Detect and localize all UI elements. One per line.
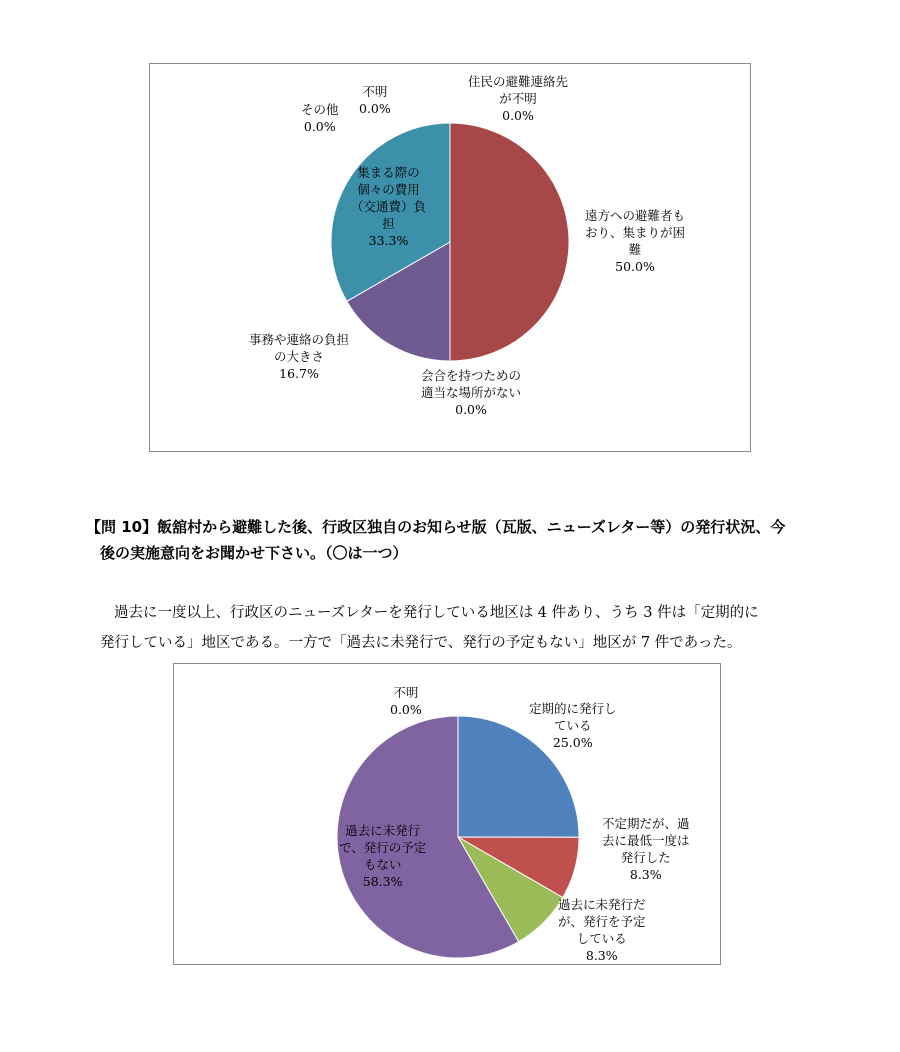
question-line-1: 【問 10】飯舘村から避難した後、行政区独自のお知らせ版（瓦版、ニューズレター等）の発行状況、今 xyxy=(86,518,786,536)
paragraph-line-1: 過去に一度以上、行政区のニューズレターを発行している地区は 4 件あり、うち 3 件は「定期的に xyxy=(114,605,759,621)
slice-label-regular: 定期的に発行し ている 25.0% xyxy=(529,701,617,750)
pie-chart-newsletter xyxy=(173,663,721,965)
slice-label-no-plan: 過去に未発行 で、発行の予定 もない 58.3% xyxy=(339,823,427,889)
paragraph-line-2: 発行している」地区である。一方で「過去に未発行で、発行の予定もない」地区が 7 件であった。 xyxy=(100,635,742,651)
slice-label-planned: 過去に未発行だ が、発行を予定 している 8.3% xyxy=(558,897,646,963)
slice-label-other: その他 0.0% xyxy=(301,102,339,134)
slice-label-unknown: 不明 0.0% xyxy=(359,84,391,116)
question-heading xyxy=(86,514,846,566)
summary-paragraph xyxy=(100,598,840,658)
slice-label-admin-burden: 事務や連絡の負担 の大きさ 16.7% xyxy=(249,332,350,381)
slice-label-no-venue: 会合を持つための 適当な場所がない 0.0% xyxy=(421,368,522,417)
slice-label-cost-burden: 集まる際の 個々の費用 （交通費）負 担 33.3% xyxy=(351,165,427,248)
slice-label-unknown-2: 不明 0.0% xyxy=(390,685,422,717)
slice-label-irregular: 不定期だが、過 去に最低一度は 発行した 8.3% xyxy=(602,816,690,882)
pie-chart-reasons xyxy=(149,63,751,452)
reasons-pie-slice-0 xyxy=(450,123,569,361)
slice-label-far-evacuees: 遠方への避難者も おり、集まりが困 難 50.0% xyxy=(585,208,686,274)
slice-label-contact-unknown: 住民の避難連絡先 が不明 0.0% xyxy=(468,74,569,123)
question-line-2: 後の実施意向をお聞かせ下さい。（〇は一つ） xyxy=(100,544,408,562)
